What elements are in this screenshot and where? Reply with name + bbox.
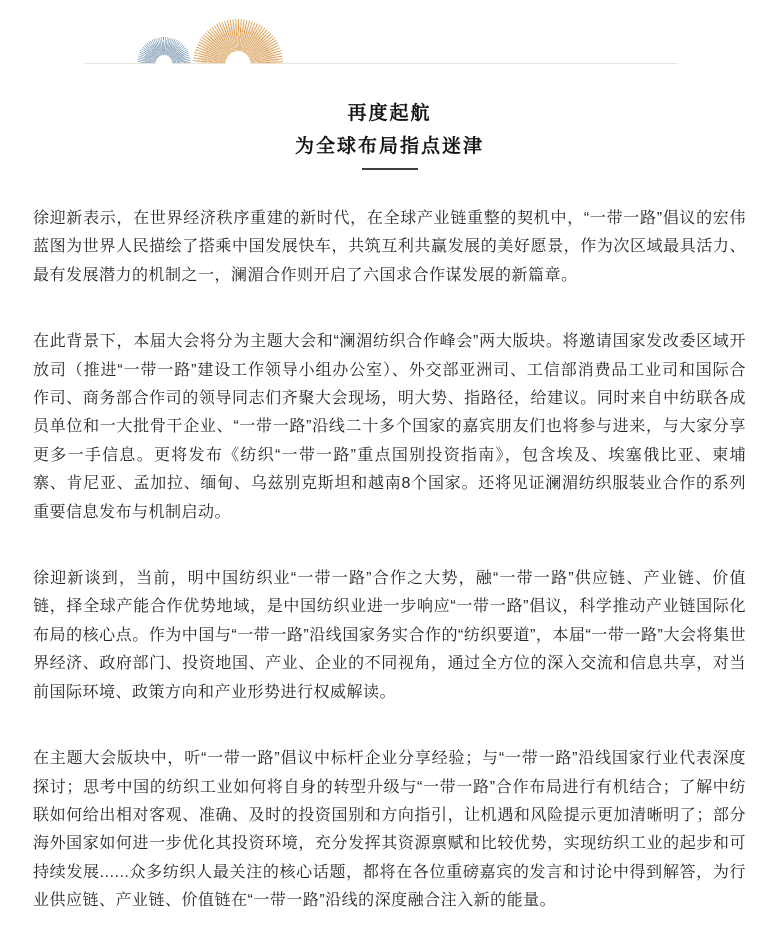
page-subtitle: 为全球布局指点迷津 [294, 136, 484, 157]
article-paragraph: 在主题大会版块中，听“一带一路”倡议中标杆企业分享经验；与“一带一路”沿线国家行业代表深度探讨；思考中国的纺织工业如何将自身的转型升级与“一带一路”合作布局进行有机结合；了解中纺联如何给出相对客观、准确、及时的投资国别和方向指引，让机遇和风险提示更加清晰明了；部分海外国家如何进一步优化其投资环境，充分发挥其资源禀赋和比较优势，实现纺织工业的起步和可持续发展......众多纺织人最关注的核心话题，都将在各位重磅嘉宾的发言和讨论中得到解答，为行业供应链、产业链、价值链在“一带一路”沿线的深度融合注入新的能量。 [33, 750, 746, 910]
fan-notch [226, 51, 251, 64]
title-divider [362, 168, 418, 170]
article-body [33, 205, 746, 916]
page-title: 再度起航 [347, 103, 432, 124]
article-paragraph: 徐迎新表示，在世界经济秩序重建的新时代，在全球产业链重整的契机中，“一带一路”倡议的宏伟蓝图为世界人民描绘了搭乘中国发展快车，共筑互利共赢发展的美好愿景，作为次区域最具活力、最有发展潜力的机制之一，澜湄合作则开启了六国求合作谋发展的新篇章。 [33, 210, 746, 284]
header-decoration [0, 0, 779, 64]
sunburst-fan-large-icon [193, 19, 283, 64]
article-paragraph: 在此背景下，本届大会将分为主题大会和“澜湄纺织合作峰会”两大版块。将邀请国家发改委区域开放司（推进“一带一路”建设工作领导小组办公室）、外交部亚洲司、工信部消费品工业司和国际合作司、商务部合作司的领导同志们齐聚大会现场，明大势、指路径，给建议。同时来自中纺联各成员单位和一大批骨干企业、“一带一路”沿线二十多个国家的嘉宾朋友们也将参与进来，与大家分享更多一手信息。更将发布《纺织“一带一路”重点国别投资指南》，包含埃及、埃塞俄比亚、柬埔寨、肯尼亚、孟加拉、缅甸、乌兹别克斯坦和越南8个国家。还将见证澜湄纺织服装业合作的系列重要信息发布与机制启动。 [33, 333, 746, 521]
article-paragraph: 徐迎新谈到，当前，明中国纺织业“一带一路”合作之大势，融“一带一路”供应链、产业链、价值链，择全球产能合作优势地域，是中国纺织业进一步响应“一带一路”倡议，科学推动产业链国际化布局的核心点。作为中国与“一带一路”沿线国家务实合作的“纺织要道”，本届“一带一路”大会将集世界经济、政府部门、投资地国、产业、企业的不同视角，通过全方位的深入交流和信息共享，对当前国际环境、政策方向和产业形势进行权威解读。 [33, 570, 746, 701]
header-divider-line [85, 63, 677, 64]
fan-notch [156, 55, 173, 64]
sunburst-fan-small-icon [137, 37, 191, 64]
